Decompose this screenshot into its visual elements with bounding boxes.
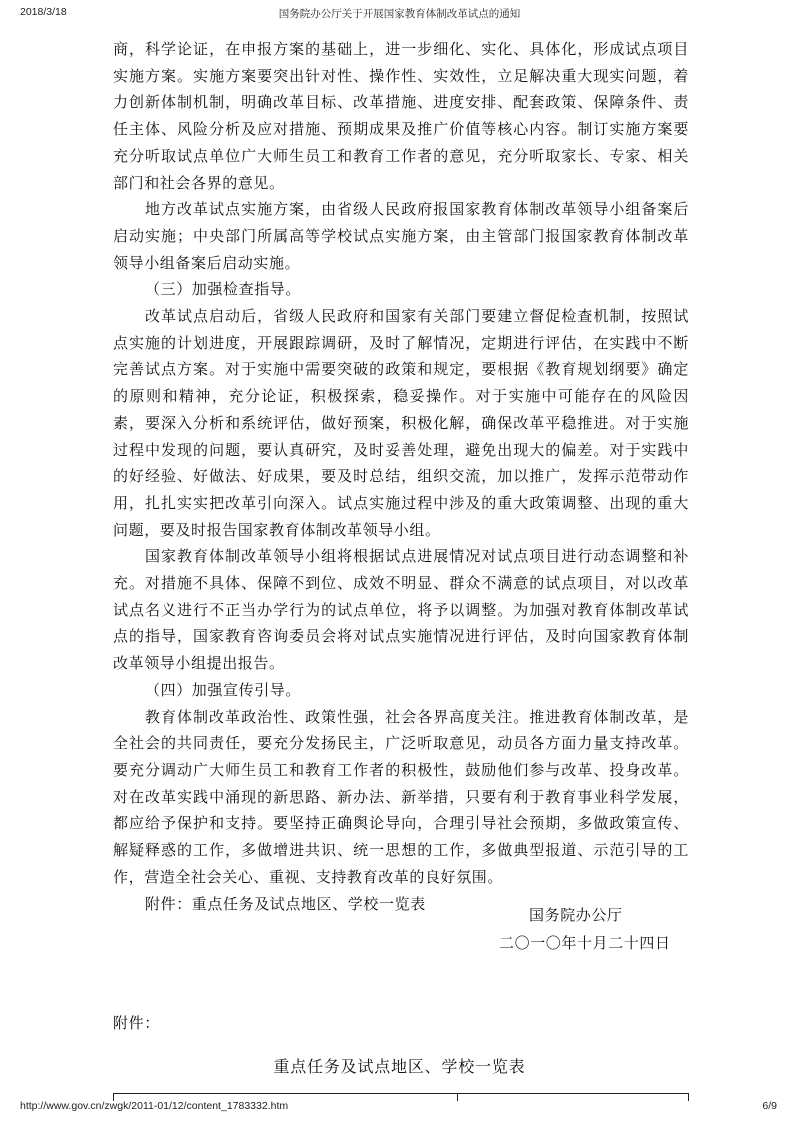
document-title: 国务院办公厅关于开展国家教育体制改革试点的通知 bbox=[278, 8, 521, 20]
paragraph: 国家教育体制改革领导小组将根据试点进展情况对试点项目进行动态调整和补充。对措施不具体、保障不到位、成效不明显、群众不满意的试点项目，对以改革试点名义进行不正当办学行为的试点单位，将予以调整。为加强对教育体制改革试点的指导，国家教育咨询委员会将对试点实施情况进行评估，及时向国家教育体制改革领导小组提出报告。 bbox=[113, 547, 689, 673]
page-footer bbox=[0, 1100, 799, 1116]
print-date: 2018/3/18 bbox=[20, 6, 67, 18]
signature-org: 国务院办公厅 bbox=[529, 906, 623, 924]
section-heading: （三）加强检查指导。 bbox=[145, 280, 302, 299]
paragraph: 商，科学论证，在申报方案的基础上，进一步细化、实化、具体化，形成试点项目实施方案。实施方案要突出针对性、操作性、实效性，立足解决重大现实问题，着力创新体制机制，明确改革目标、改革措施、进度安排、配套政策、保障条件、责任主体、风险分析及应对措施、预期成果及推广价值等核心内容。制订实施方案要充分听取试点单位广大师生员工和教育工作者的意见，充分听取家长、专家、相关部门和社会各界的意见。 bbox=[113, 40, 689, 192]
page-number: 6/9 bbox=[762, 1100, 777, 1112]
page-header bbox=[0, 6, 799, 22]
paragraph: 教育体制改革政治性、政策性强，社会各界高度关注。推进教育体制改革，是全社会的共同责任，要充分发扬民主，广泛听取意见，动员各方面力量支持改革。要充分调动广大师生员工和教育工作者的积极性，鼓励他们参与改革、投身改革。对在改革实践中涌现的新思路、新办法、新举措，只要有利于教育事业科学发展，都应给予保护和支持。要坚持正确舆论导向，合理引导社会预期，多做政策宣传、解疑释惑的工作，多做增进共识、统一思想的工作，多做典型报道、示范引导的工作，营造全社会关心、重视、支持教育改革的良好氛围。 bbox=[113, 707, 689, 886]
attachment-label: 附件： bbox=[113, 1014, 160, 1032]
section-heading: （四）加强宣传引导。 bbox=[145, 680, 302, 699]
attachment-note: 附件：重点任务及试点地区、学校一览表 bbox=[145, 894, 426, 913]
table-top-border bbox=[113, 1093, 688, 1094]
source-url: http://www.gov.cn/zwgk/2011-01/12/content_1783332.htm bbox=[20, 1100, 289, 1112]
signature-date: 二〇一〇年十月二十四日 bbox=[499, 934, 671, 952]
paragraph: 改革试点启动后，省级人民政府和国家有关部门要建立督促检查机制，按照试点实施的计划进度，开展跟踪调研，及时了解情况，定期进行评估，在实践中不断完善试点方案。对于实施中需要突破的政策和规定，要根据《教育规划纲要》确定的原则和精神，充分论证，积极探索，稳妥操作。对于实施中可能存在的风险因素，要深入分析和系统评估，做好预案，积极化解，确保改革平稳推进。对于实施过程中发现的问题，要认真研究，及时妥善处理，避免出现大的偏差。对于实践中的好经验、好做法、好成果，要及时总结，组织交流，加以推广，发挥示范带动作用，扎扎实实把改革引向深入。试点实施过程中涉及的重大政策调整、出现的重大问题，要及时报告国家教育体制改革领导小组。 bbox=[113, 307, 689, 539]
document-body bbox=[113, 36, 689, 917]
paragraph: 地方改革试点实施方案，由省级人民政府报国家教育体制改革领导小组备案后启动实施；中央部门所属高等学校试点实施方案，由主管部门报国家教育体制改革领导小组备案后启动实施。 bbox=[113, 200, 689, 272]
attachment-title: 重点任务及试点地区、学校一览表 bbox=[273, 1057, 526, 1076]
